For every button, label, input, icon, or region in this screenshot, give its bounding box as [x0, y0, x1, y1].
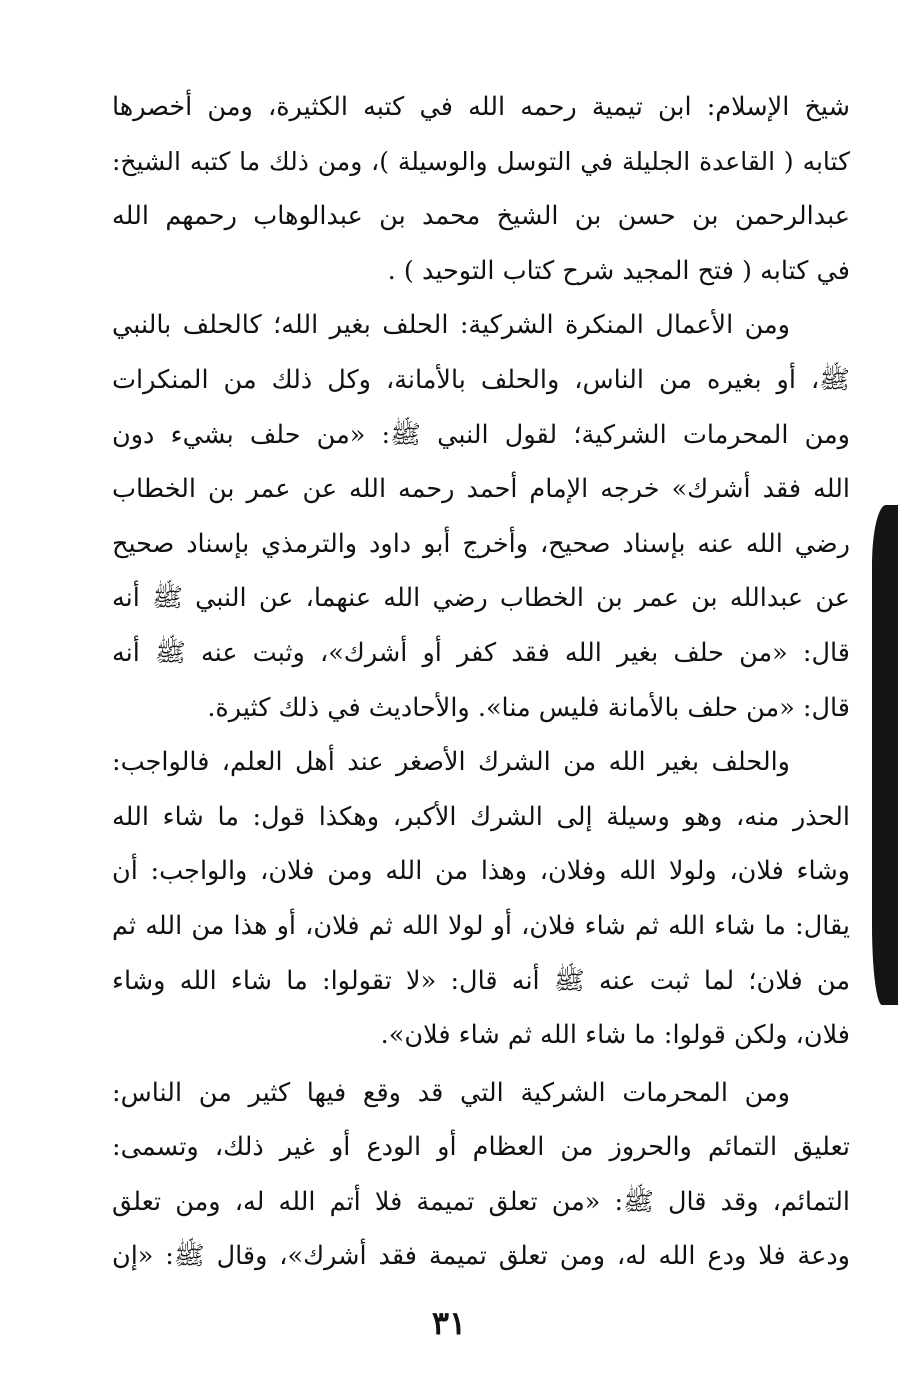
text-line: قال: «من حلف بغير الله فقد كفر أو أشرك»، وثبت عنه ﷺ أنه: [112, 637, 850, 668]
paragraph-start-line: ومن المحرمات الشركية التي قد وقع فيها كثير من الناس:: [112, 1077, 790, 1108]
paragraph-start-line: ومن الأعمال المنكرة الشركية: الحلف بغير الله؛ كالحلف بالنبي: [112, 310, 790, 341]
text-line: تعليق التمائم والحروز من العظام أو الودع أو غير ذلك، وتسمى:: [112, 1132, 850, 1163]
scan-shadow-edge: [872, 505, 898, 1005]
text-line: عن عبدالله بن عمر بن الخطاب رضي الله عنهما، عن النبي ﷺ أنه: [112, 583, 850, 614]
text-line: الحذر منه، وهو وسيلة إلى الشرك الأكبر، وهكذا قول: ما شاء الله: [112, 801, 850, 832]
body-text: [112, 80, 850, 1284]
text-line: التمائم، وقد قال ﷺ: «من تعلق تميمة فلا أتم الله له، ومن تعلق: [112, 1186, 850, 1217]
text-line: يقال: ما شاء الله ثم شاء فلان، أو لولا الله ثم فلان، أو هذا من الله ثم: [112, 910, 850, 941]
text-line: ومن المحرمات الشركية؛ لقول النبي ﷺ: «من حلف بشيء دون: [112, 419, 850, 450]
text-line: رضي الله عنه بإسناد صحيح، وأخرج أبو داود والترمذي بإسناد صحيح: [112, 528, 850, 559]
text-line: وشاء فلان، ولولا الله وفلان، وهذا من الله ومن فلان، والواجب: أن: [112, 856, 850, 887]
text-line: فلان، ولكن قولوا: ما شاء الله ثم شاء فلان».: [380, 1020, 850, 1051]
paragraph-start-line: والحلف بغير الله من الشرك الأصغر عند أهل العلم، فالواجب:: [112, 747, 790, 778]
text-line: قال: «من حلف بالأمانة فليس منا». والأحاديث في ذلك كثيرة.: [207, 692, 850, 723]
text-line: من فلان؛ لما ثبت عنه ﷺ أنه قال: «لا تقولوا: ما شاء الله وشاء: [112, 965, 850, 996]
text-line: الله فقد أشرك» خرجه الإمام أحمد رحمه الله عن عمر بن الخطاب: [112, 474, 850, 505]
text-line: عبدالرحمن بن حسن بن الشيخ محمد بن عبدالوهاب رحمهم الله: [112, 201, 850, 232]
page-number: ٣١: [431, 1304, 467, 1342]
text-line: ﷺ، أو بغيره من الناس، والحلف بالأمانة، وكل ذلك من المنكرات: [112, 364, 850, 395]
text-line: ودعة فلا ودع الله له، ومن تعلق تميمة فقد أشرك»، وقال ﷺ: «إن: [112, 1241, 850, 1272]
text-line: في كتابه ( فتح المجيد شرح كتاب التوحيد ) .: [387, 255, 850, 286]
text-line: شيخ الإسلام: ابن تيمية رحمه الله في كتبه الكثيرة، ومن أخصرها: [112, 92, 850, 122]
text-line: كتابه ( القاعدة الجليلة في التوسل والوسيلة )، ومن ذلك ما كتبه الشيخ:: [112, 146, 850, 176]
